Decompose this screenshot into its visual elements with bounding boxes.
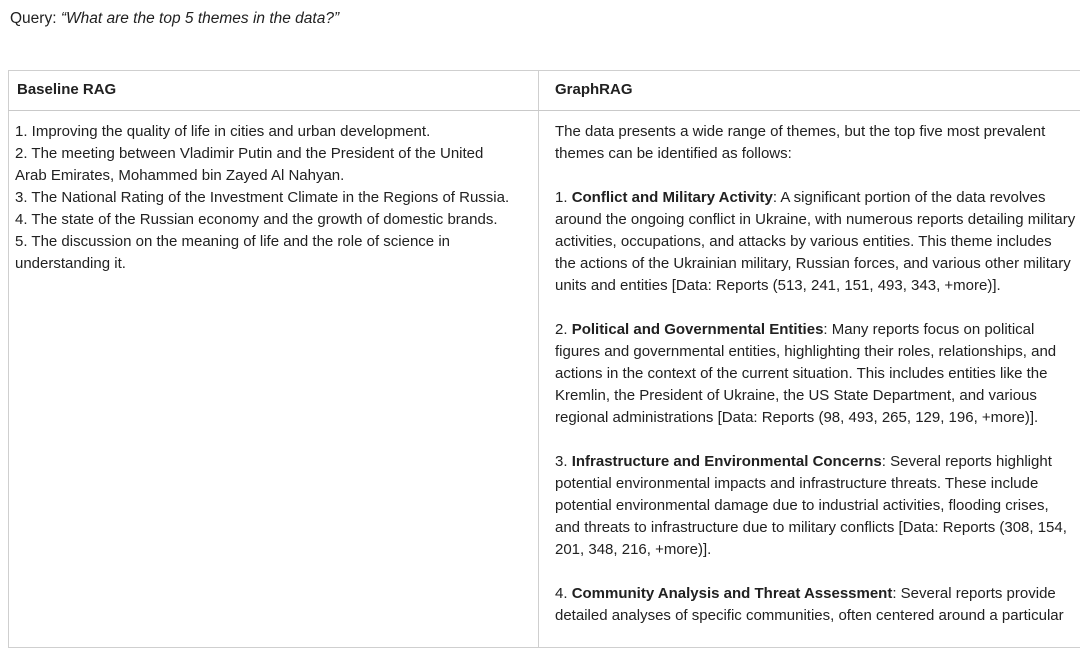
baseline-theme-item: 5. The discussion on the meaning of life and the role of science in understanding it. <box>15 231 518 275</box>
query-label: Query: <box>10 10 61 27</box>
column-header-baseline-rag: Baseline RAG <box>9 71 539 111</box>
table-body-row <box>9 111 1080 648</box>
theme-body: : Several reports provide detailed analyses of specific communities, often centered around a particular <box>555 585 1064 624</box>
query-line <box>10 9 339 29</box>
comparison-table <box>8 70 1080 648</box>
theme-body: : Many reports focus on political figures and governmental entities, highlighting their roles, relationships, and actions in the context of the current situation. This includes entities like the Kremlin, the President of Ukraine, the US State Department, and various regional administrations [Data: Reports (98, 493, 265, 129, 196, +more)]. <box>555 321 1056 426</box>
theme-title: Political and Governmental Entities <box>572 321 824 338</box>
theme-number: 4. <box>555 585 572 602</box>
graphrag-theme-item <box>555 187 1076 297</box>
theme-number: 1. <box>555 189 572 206</box>
baseline-theme-item: 1. Improving the quality of life in cities and urban development. <box>15 121 518 143</box>
baseline-rag-cell <box>9 111 539 648</box>
table-header-row <box>9 71 1080 111</box>
graphrag-cell <box>539 111 1080 648</box>
theme-number: 3. <box>555 453 572 470</box>
theme-title: Infrastructure and Environmental Concerns <box>572 453 882 470</box>
theme-body: : Several reports highlight potential environmental impacts and infrastructure threats. These include potential environmental damage due to industrial activities, flooding crises, and threats to infrastructure due to military conflicts [Data: Reports (308, 154, 201, 348, 216, +more)]. <box>555 453 1067 558</box>
theme-body: : A significant portion of the data revolves around the ongoing conflict in Ukraine, with numerous reports detailing military activities, occupations, and attacks by various entities. This theme includes the actions of the Ukrainian military, Russian forces, and various other military units and entities [Data: Reports (513, 241, 151, 493, 343, +more)]. <box>555 189 1075 294</box>
column-header-graphrag: GraphRAG <box>539 71 1080 111</box>
theme-title: Community Analysis and Threat Assessment <box>572 585 893 602</box>
theme-number: 2. <box>555 321 572 338</box>
query-text: “What are the top 5 themes in the data?” <box>61 10 339 27</box>
baseline-theme-item: 3. The National Rating of the Investment Climate in the Regions of Russia. <box>15 187 518 209</box>
graphrag-theme-item <box>555 319 1076 429</box>
graphrag-intro: The data presents a wide range of themes, but the top five most prevalent themes can be identified as follows: <box>555 121 1076 165</box>
graphrag-theme-item <box>555 583 1076 627</box>
baseline-theme-item: 2. The meeting between Vladimir Putin and the President of the United Arab Emirates, Mohammed bin Zayed Al Nahyan. <box>15 143 518 187</box>
theme-title: Conflict and Military Activity <box>572 189 773 206</box>
graphrag-theme-item <box>555 451 1076 561</box>
baseline-theme-item: 4. The state of the Russian economy and the growth of domestic brands. <box>15 209 518 231</box>
